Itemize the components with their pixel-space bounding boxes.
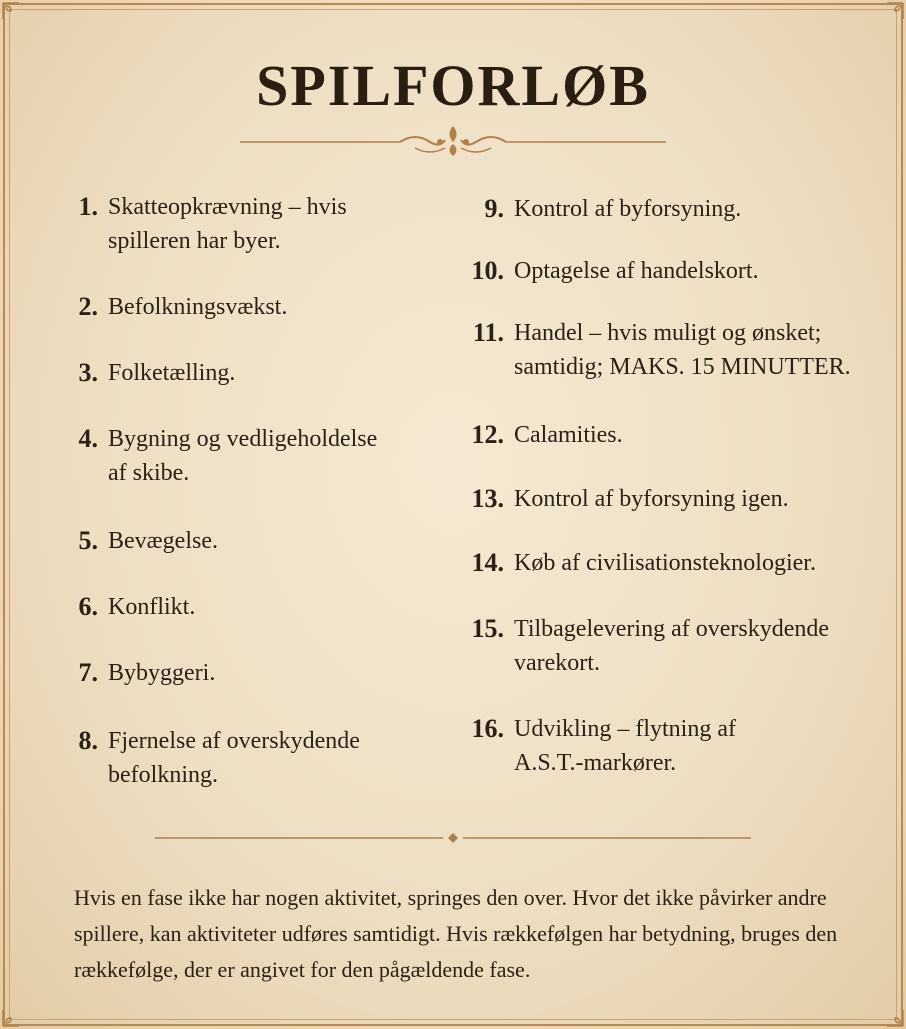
list-item [60, 656, 215, 690]
phase-number: 12. [471, 420, 504, 449]
list-item [460, 546, 816, 580]
list-item [60, 356, 235, 390]
phase-text: Tilbagelevering af overskydende varekort. [514, 616, 830, 676]
phase-number: 4. [78, 424, 98, 453]
phase-number: 7. [78, 658, 98, 687]
phase-number: 3. [78, 358, 98, 387]
corner-ornament-icon [2, 1009, 20, 1027]
phase-number: 5. [78, 526, 98, 555]
phase-number: 8. [78, 726, 98, 755]
flourish-ornament-icon [240, 118, 666, 162]
corner-ornament-icon [886, 1009, 904, 1027]
section-divider [155, 830, 751, 846]
list-item [460, 254, 759, 288]
list-item [60, 422, 398, 490]
phase-number: 6. [78, 592, 98, 621]
corner-ornament-icon [886, 2, 904, 20]
rules-note: Hvis en fase ikke har nogen aktivitet, springes den over. Hvor det ikke påvirker andre spillere, kan aktiviteter udføres samtidigt. Hvis rækkefølgen har betydning, bruges den rækkefølge, der er angivet for den pågældende fase. [74, 885, 838, 982]
phase-number: 2. [78, 292, 98, 321]
list-item [60, 524, 218, 558]
list-item [460, 418, 623, 452]
list-item [60, 190, 398, 258]
phase-text: Udvikling – flytning af A.S.T.-markører. [514, 716, 736, 776]
phase-text: Kontrol af byforsyning igen. [514, 486, 789, 512]
phase-text: Kontrol af byforsyning. [514, 196, 742, 222]
phase-text: Bevægelse. [108, 528, 218, 554]
list-item [60, 290, 287, 324]
list-item [460, 192, 741, 226]
list-item [460, 482, 789, 516]
phase-number: 1. [78, 192, 98, 221]
phase-number: 10. [471, 256, 504, 285]
list-item [60, 724, 398, 792]
phase-text: Konflikt. [108, 594, 196, 620]
phase-number: 9. [484, 194, 504, 223]
phase-text: Køb af civilisationsteknologier. [514, 550, 816, 576]
phase-number: 16. [471, 714, 504, 743]
phase-text: Bybyggeri. [108, 660, 216, 686]
phase-text: Fjernelse af overskydende befolkning. [108, 728, 360, 788]
list-item [60, 590, 195, 624]
list-item [460, 712, 774, 780]
phase-text: Optagelse af handelskort. [514, 258, 759, 284]
phase-number: 11. [472, 318, 504, 347]
list-item [460, 316, 874, 384]
phase-text: Bygning og vedligeholdelse af skibe. [108, 426, 378, 486]
phase-number: 15. [471, 614, 504, 643]
phase-text: Handel – hvis muligt og ønsket; samtidig; MAKS. 15 MINUTTER. [514, 320, 851, 380]
phase-number: 14. [471, 548, 504, 577]
phase-text: Calamities. [514, 422, 623, 448]
corner-ornament-icon [2, 2, 20, 20]
phase-number: 13. [471, 484, 504, 513]
phase-text: Skatteopkrævning – hvis spilleren har byer. [108, 194, 347, 254]
phase-text: Befolkningsvækst. [108, 294, 288, 320]
phase-text: Folketælling. [108, 360, 236, 386]
list-item [460, 612, 864, 680]
page-title: SPILFORLØB [256, 53, 650, 118]
